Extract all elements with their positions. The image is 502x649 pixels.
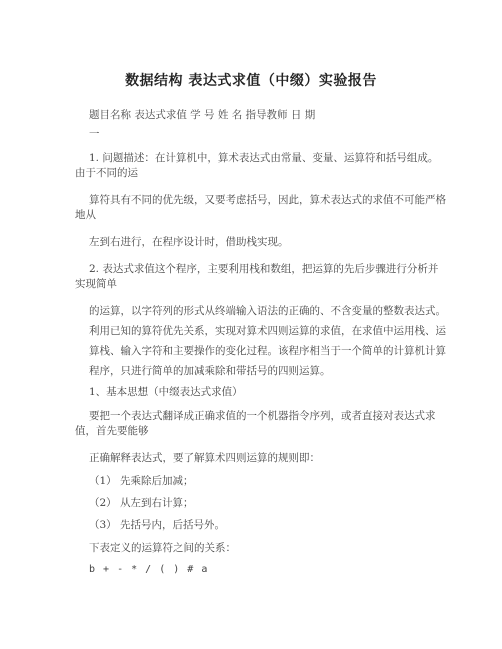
section-number-line: 一 xyxy=(89,128,100,140)
paragraph-line: 1. 问题描述：在计算机中，算术表达式由常量、变量、运算符和括号组成。 xyxy=(89,152,439,164)
paragraph-line: 正确解释表达式，要了解算术四则运算的规则即： xyxy=(89,452,320,464)
section-heading-line: 1、基本思想（中缀表达式求值） xyxy=(89,386,243,398)
paragraph-line: 利用已知的算符优先关系，实现对算术四则运算的求值，在求值中运用栈、运 xyxy=(89,325,446,337)
paragraph-line: 由于不同的运 xyxy=(75,167,138,179)
rule-item-line: （1） 先乘除后加减； xyxy=(89,475,194,487)
operator-table-header-line: b + - * / ( ) # a xyxy=(89,564,209,575)
rule-item-line: （3） 先括号内，后括号外。 xyxy=(89,519,226,531)
paragraph-line: 左到右进行，在程序设计时，借助栈实现。 xyxy=(89,236,289,248)
paragraph-line: 值，首先要能够 xyxy=(75,425,149,437)
paragraph-line: 2. 表达式求值这个程序，主要利用栈和数组，把运算的先后步骤进行分析并 xyxy=(89,263,439,275)
paragraph-line: 算符具有不同的优先级，又要考虑括号，因此，算术表达式的求值不可能严格 xyxy=(89,194,446,206)
paragraph-line: 算栈、输入字符和主要操作的变化过程。该程序相当于一个简单的计算机计算 xyxy=(89,345,446,357)
document-title: 数据结构 表达式求值（中缀）实验报告 xyxy=(125,73,377,89)
paragraph-line: 的运算，以字符列的形式从终端输入语法的正确的、不含变量的整数表达式。 xyxy=(89,305,446,317)
rule-item-line: （2） 从左到右计算； xyxy=(89,497,194,509)
header-fields-line: 题目名称 表达式求值 学 号 姓 名 指导教师 日 期 xyxy=(89,109,316,121)
paragraph-line: 实现简单 xyxy=(75,278,117,290)
paragraph-line: 下表定义的运算符之间的关系： xyxy=(89,542,236,554)
paragraph-line: 要把一个表达式翻译成正确求值的一个机器指令序列，或者直接对表达式求 xyxy=(89,410,436,422)
paragraph-line: 程序，只进行简单的加减乘除和带括号的四则运算。 xyxy=(89,365,331,377)
paragraph-line: 地从 xyxy=(75,209,96,221)
